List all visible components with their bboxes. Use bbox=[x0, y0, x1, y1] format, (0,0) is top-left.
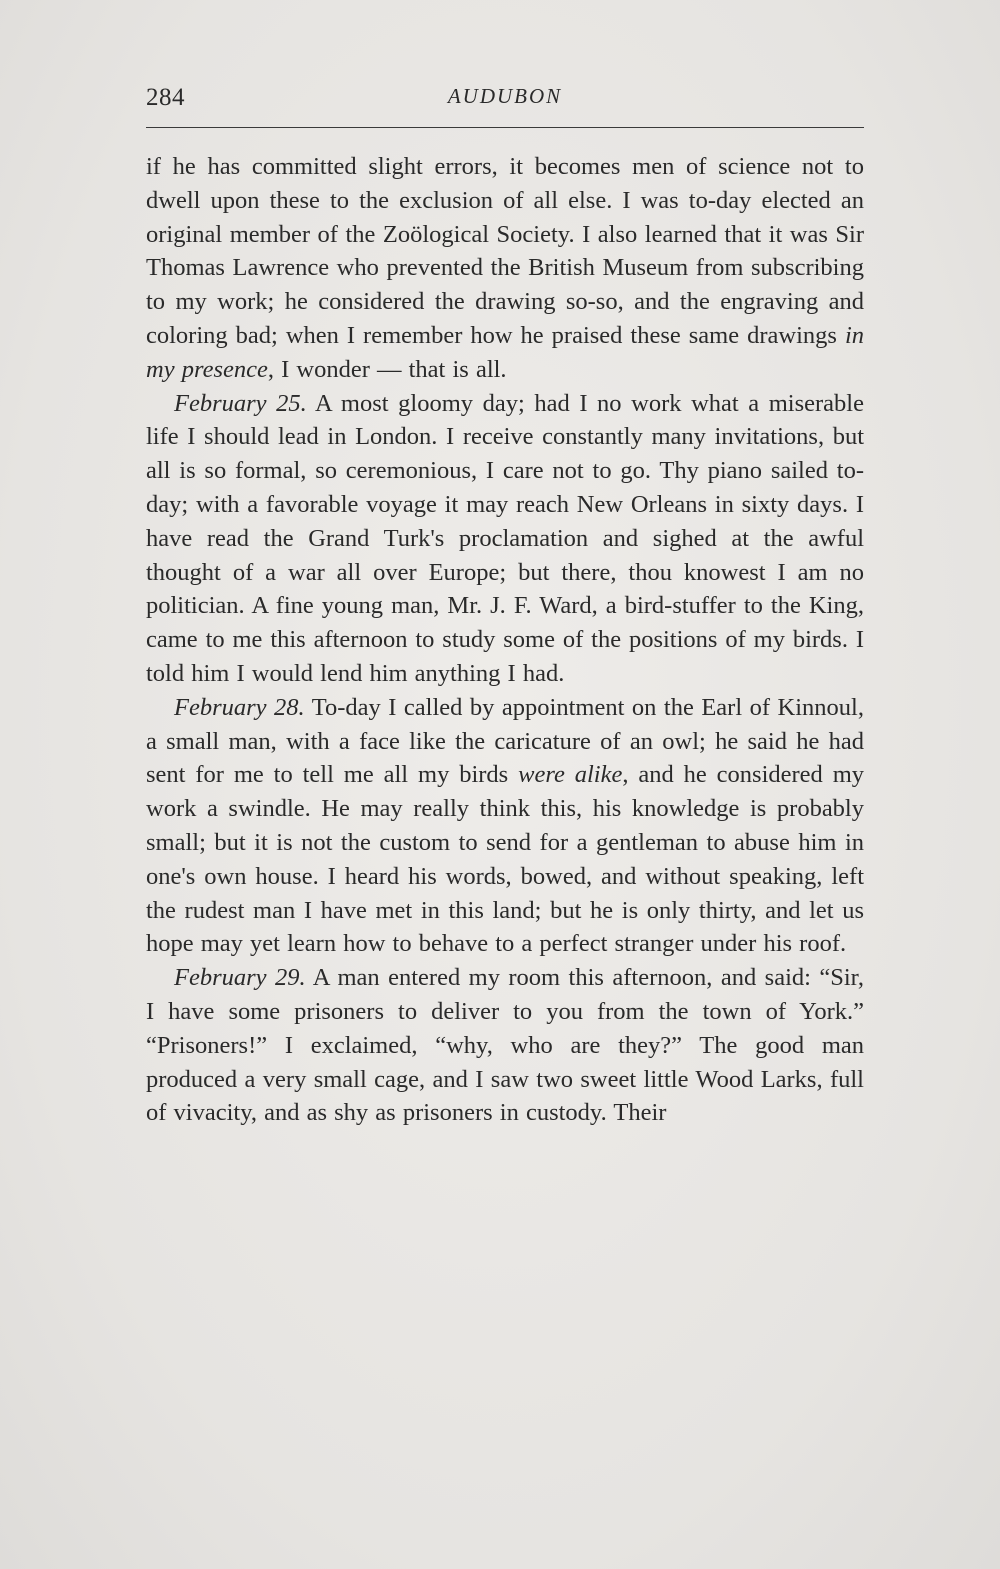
page-header bbox=[146, 84, 864, 118]
entry-text: A man entered my room this afternoon, and said: “Sir, I have some prisoners to deliver to you from the town of York.” “Prisoners!” I exclaimed, “why, who are they?” The good man produced a very small cage, and I saw two sweet little Wood Larks, full of vivacity, and as shy as prisoners in custody. Their bbox=[146, 964, 864, 1127]
italic-phrase: in my presence bbox=[146, 321, 864, 383]
diary-entry-feb-29 bbox=[146, 961, 864, 1130]
entry-text: To-day I called by appointment on the Earl of Kinnoul, a small man, with a face like the caricature of an owl; he said he had sent for me to tell me all my birds bbox=[146, 693, 864, 789]
paragraph-continuation bbox=[146, 150, 864, 387]
entry-text: A most gloomy day; had I no work what a miserable life I should lead in London. I receive constantly many invitations, but all is so formal, so ceremonious, I care not to go. Thy piano sailed to-day; with a favorable voyage it may reach New Orleans in sixty days. I have read the Grand Turk's proclamation and sighed at the awful thought of a war all over Europe; but there, thou knowest I am no politician. A fine young man, Mr. J. F. Ward, a bird-stuffer to the King, came to me this afternoon to study some of the positions of my birds. I told him I would lend him anything I had. bbox=[146, 389, 864, 687]
running-head: AUDUBON bbox=[447, 84, 563, 108]
diary-entry-feb-25 bbox=[146, 387, 864, 691]
paragraph-text: , I wonder — that is all. bbox=[267, 355, 507, 383]
entry-date: February 25. bbox=[174, 389, 307, 417]
entry-date: February 29. bbox=[174, 964, 306, 992]
diary-entry-feb-28 bbox=[146, 691, 864, 961]
page-number: 284 bbox=[146, 84, 185, 111]
entry-text: , and he considered my work a swindle. He may really think this, his knowledge is probably small; but it is not the custom to send for a gentleman to abuse him in one's own house. I heard his words, bowed, and without speaking, left the rudest man I have met in this land; but he is only thirty, and let us hope may yet learn how to behave to a perfect stranger under his roof. bbox=[146, 761, 865, 958]
entry-date: February 28. bbox=[174, 693, 305, 721]
body-text bbox=[146, 150, 864, 1130]
italic-phrase: were alike bbox=[518, 761, 623, 789]
header-rule bbox=[146, 127, 864, 128]
paragraph-text: if he has committed slight errors, it becomes men of science not to dwell upon these to the exclusion of all else. I was to-day elected an original member of the Zoölogical Society. I also learned that it was Sir Thomas Lawrence who prevented the British Museum from subscribing to my work; he considered the drawing so-so, and the engraving and coloring bad; when I remember how he praised these same drawings bbox=[146, 153, 864, 349]
